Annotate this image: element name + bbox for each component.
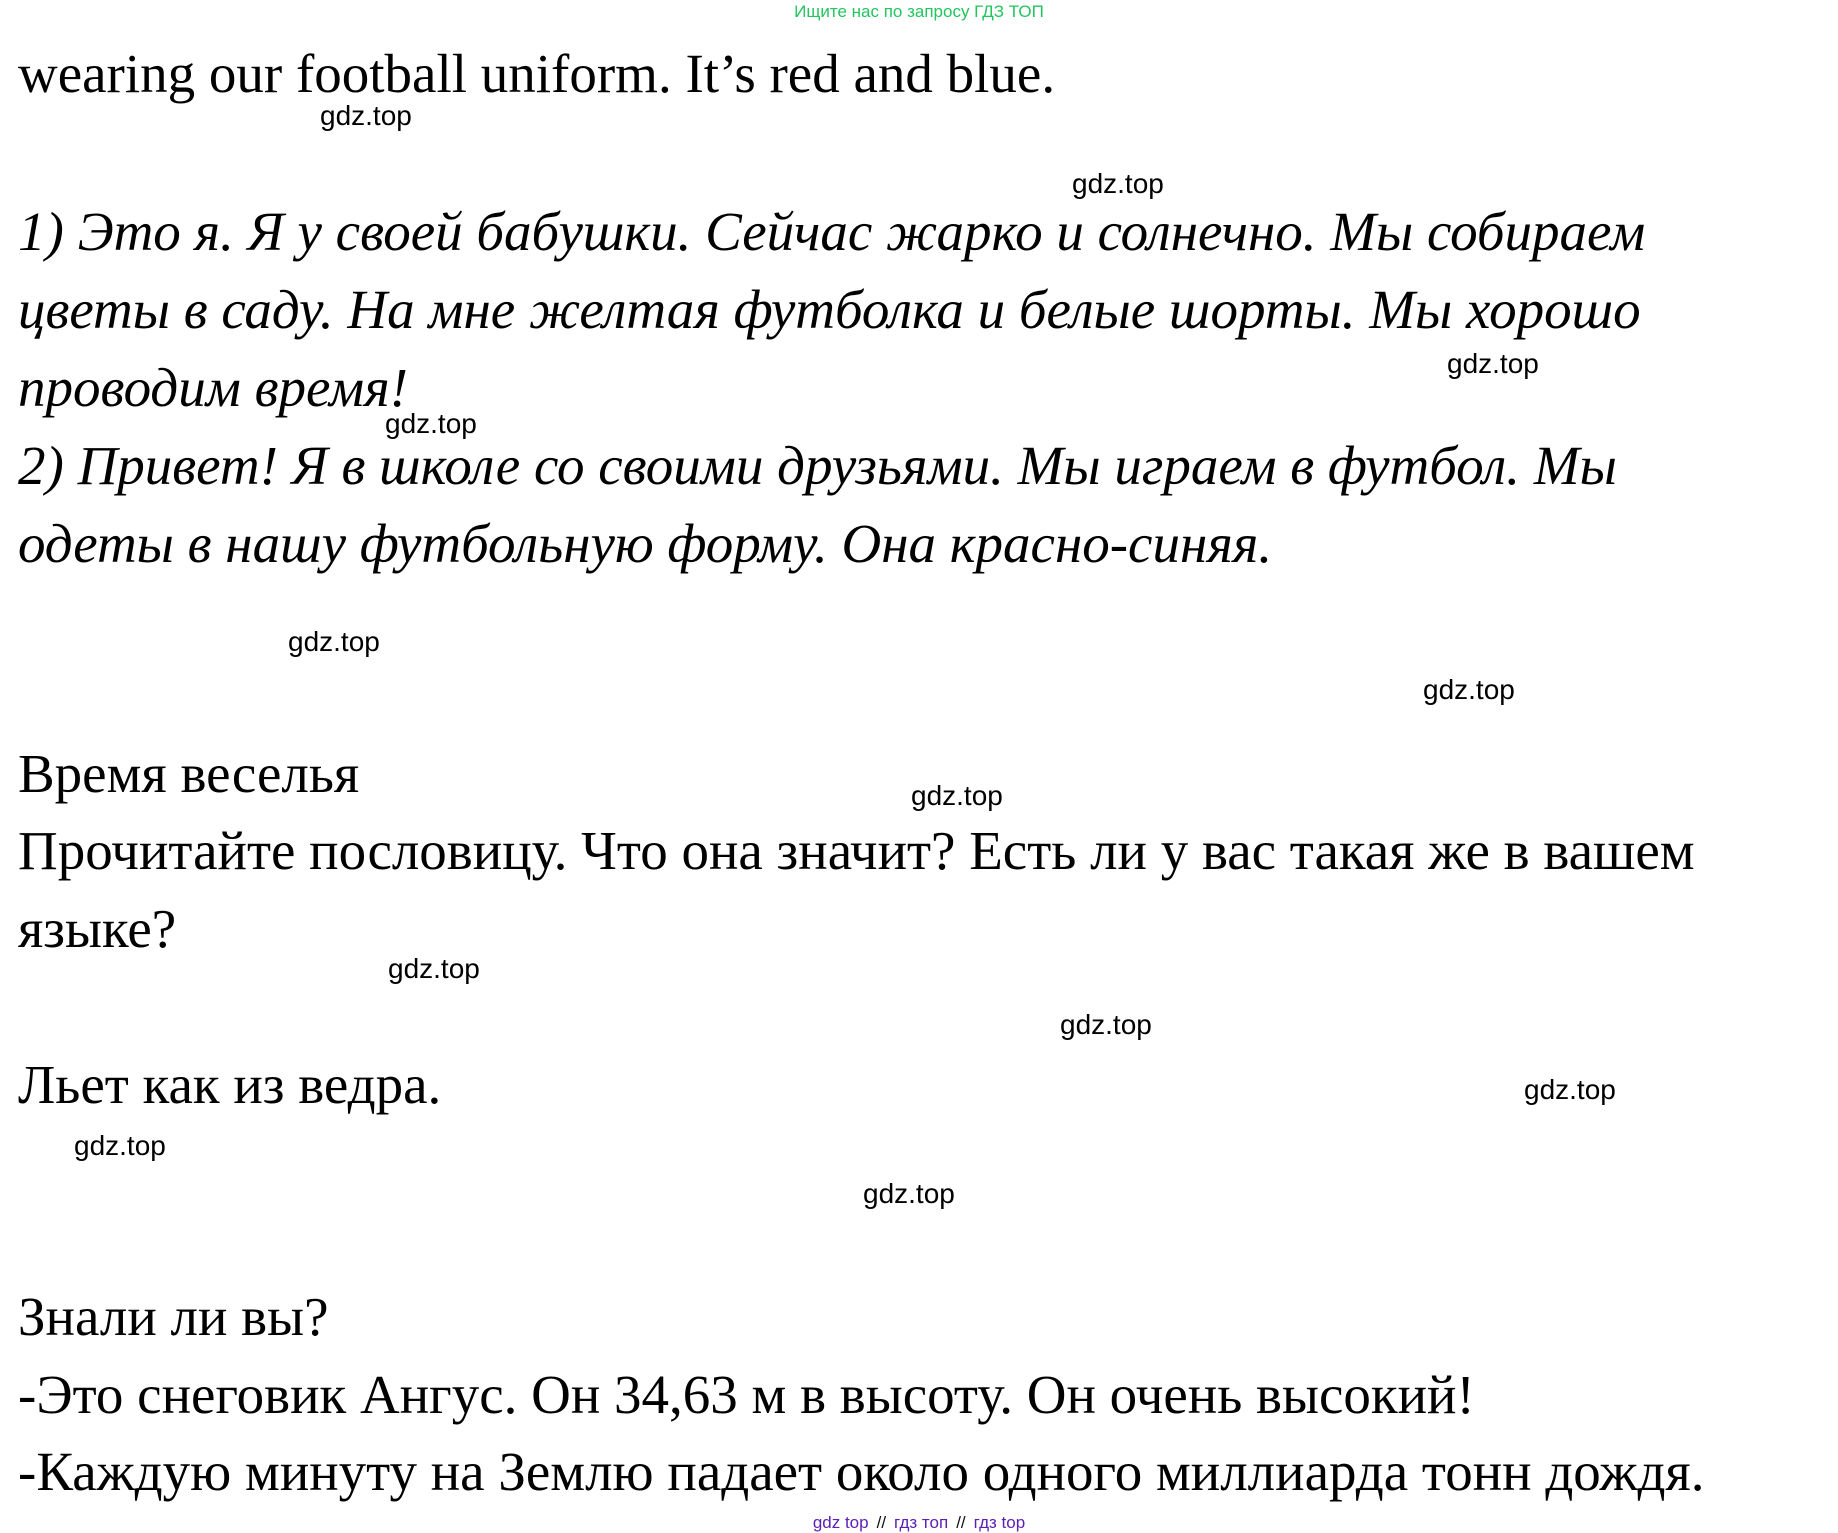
translation-line-2: цветы в саду. На мне желтая футболка и белые шорты. Мы хорошо (18, 279, 1641, 340)
watermark: gdz.top (388, 953, 480, 984)
did-you-know-heading: Знали ли вы? (18, 1286, 329, 1347)
watermark: gdz.top (1524, 1074, 1616, 1105)
translation-line-4: 2) Привет! Я в школе со своими друзьями. Мы играем в футбол. Мы (18, 435, 1617, 496)
fun-time-instruction-line-2: языке? (18, 898, 177, 959)
watermark: gdz.top (74, 1130, 166, 1161)
watermark: gdz.top (1072, 168, 1164, 199)
watermark: gdz.top (863, 1178, 955, 1209)
watermark: gdz.top (911, 780, 1003, 811)
watermark: gdz.top (385, 408, 477, 439)
fun-time-instruction-line-1: Прочитайте пословицу. Что она значит? Есть ли у вас такая же в вашем (18, 820, 1695, 881)
footer-link[interactable]: гдз top (973, 1513, 1026, 1532)
watermark: gdz.top (1060, 1009, 1152, 1040)
footer-links (0, 1513, 1838, 1533)
watermark: gdz.top (1423, 674, 1515, 705)
fun-time-heading: Время веселья (18, 743, 360, 804)
fact-line-1: -Это снеговик Ангус. Он 34,63 м в высоту. Он очень высокий! (18, 1364, 1475, 1425)
watermark: gdz.top (320, 100, 412, 131)
footer-link[interactable]: gdz top (812, 1513, 869, 1532)
footer-link[interactable]: гдз топ (894, 1513, 949, 1532)
top-banner[interactable]: Ищите нас по запросу ГДЗ ТОП (794, 2, 1044, 21)
watermark: gdz.top (1447, 348, 1539, 379)
proverb: Льет как из ведра. (18, 1054, 442, 1115)
footer-separator: // (876, 1513, 887, 1532)
translation-line-1: 1) Это я. Я у своей бабушки. Сейчас жарко и солнечно. Мы собираем (18, 201, 1646, 262)
translation-line-5: одеты в нашу футбольную форму. Она красно-синяя. (18, 513, 1273, 574)
watermark: gdz.top (288, 626, 380, 657)
fact-line-2: -Каждую минуту на Землю падает около одного миллиарда тонн дождя. (18, 1441, 1705, 1502)
translation-line-3: проводим время! (18, 357, 408, 418)
footer-separator: // (956, 1513, 966, 1532)
english-text-line: wearing our football uniform. It’s red and blue. (18, 43, 1056, 104)
